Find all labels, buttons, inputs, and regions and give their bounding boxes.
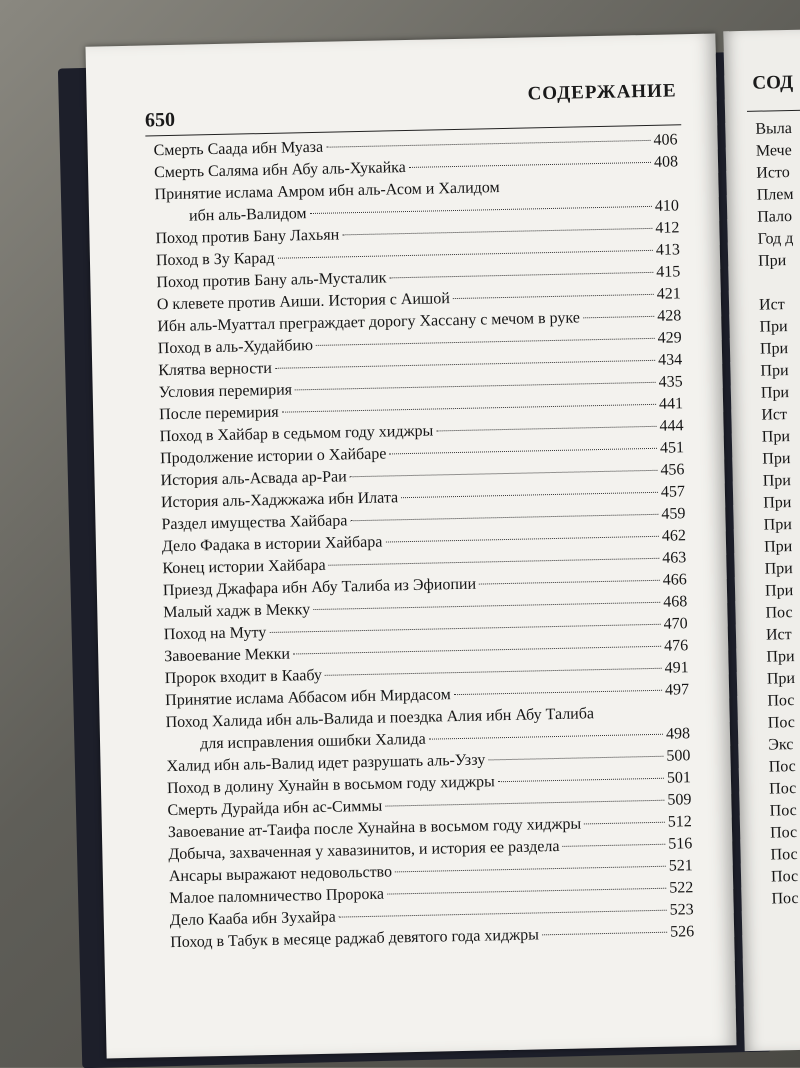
left-page bbox=[85, 34, 736, 1059]
toc-entry-title: Раздел имущества Хайбара bbox=[161, 512, 348, 534]
toc-dot-leader bbox=[293, 646, 661, 655]
toc-dot-leader bbox=[436, 426, 656, 432]
toc-entry-title: Смерть Саляма ибн Абу аль-Хукайка bbox=[153, 159, 406, 182]
toc-entry-page: 470 bbox=[663, 615, 688, 633]
right-page-entry: При bbox=[759, 318, 788, 336]
toc-dot-leader bbox=[275, 360, 655, 369]
toc-entry-title: Дело Фадака в истории Хайбара bbox=[161, 533, 383, 556]
right-page-entry: При bbox=[763, 538, 793, 556]
toc-entry-title: Поход в долину Хунайн в восьмом году хиджры bbox=[166, 773, 495, 798]
right-page-entry bbox=[758, 272, 795, 295]
toc-entry-page: 429 bbox=[657, 329, 682, 347]
toc-dot-leader bbox=[325, 668, 662, 676]
toc-dot-leader bbox=[389, 272, 653, 279]
toc-entry-title: Поход в Зу Карад bbox=[155, 249, 275, 270]
toc-dot-leader bbox=[385, 536, 658, 543]
right-page-entry: Пос bbox=[768, 758, 796, 776]
right-page-entry: Плем bbox=[756, 185, 794, 204]
toc-entry-title: История аль-Асвада ар-Раи bbox=[160, 468, 347, 490]
toc-entry-title: Смерть Саада ибн Муаза bbox=[153, 138, 324, 160]
toc-entry-page: 408 bbox=[653, 153, 679, 171]
toc-dot-leader bbox=[429, 734, 663, 740]
right-page-entry: Ист bbox=[761, 406, 788, 424]
toc-dot-leader bbox=[385, 800, 664, 807]
right-page-entry: При bbox=[766, 670, 796, 688]
toc-entry-title: Клятва верности bbox=[158, 359, 273, 380]
toc-entry-page: 521 bbox=[668, 857, 693, 875]
toc-entry-page: 434 bbox=[657, 351, 683, 369]
toc-dot-leader bbox=[454, 690, 662, 695]
toc-entry-title: Халид ибн аль-Валид идет разрушать аль-Уззу bbox=[166, 751, 486, 776]
toc-dot-leader bbox=[282, 404, 656, 413]
toc-entry-title: Пророк входит в Каабу bbox=[164, 666, 323, 688]
toc-entry-page: 435 bbox=[658, 373, 683, 391]
toc-entry-title: Ибн аль-Муаттал преграждает дорогу Хассану с мечом в руке bbox=[157, 309, 581, 336]
toc-dot-leader bbox=[563, 844, 666, 847]
right-page-entry: Пос bbox=[767, 714, 796, 732]
toc-entry-page: 428 bbox=[657, 307, 682, 325]
toc-entry-title: Завоевание Мекки bbox=[164, 645, 291, 666]
toc-entry-page: 476 bbox=[663, 637, 689, 655]
right-page-entry: При bbox=[759, 340, 789, 358]
toc-entry-title: Поход против Бану Лахьян bbox=[155, 226, 340, 248]
toc-entry-title: Добыча, захваченная у хавазинитов, и история ее раздела bbox=[168, 837, 560, 864]
toc-dot-leader bbox=[310, 206, 652, 214]
right-page-entry: При bbox=[764, 582, 794, 600]
right-page-entry: При bbox=[757, 252, 787, 270]
toc-entry-title: Поход против Бану аль-Мусталик bbox=[156, 269, 387, 292]
toc-entry-title: Ансары выражают недовольство bbox=[168, 863, 393, 886]
toc-entry-title: После перемирия bbox=[159, 403, 279, 424]
toc-entry-title: для исправления ошибки Халида bbox=[199, 730, 426, 753]
toc-entry-page: 522 bbox=[669, 879, 694, 897]
toc-entry-page: 500 bbox=[666, 747, 691, 765]
toc-entry-page: 415 bbox=[656, 263, 681, 281]
toc-dot-leader bbox=[295, 382, 656, 391]
toc-entry-page: 410 bbox=[654, 197, 680, 215]
right-page-entry: Ист bbox=[765, 626, 792, 644]
toc-dot-leader bbox=[542, 932, 667, 936]
toc-entry-page: 444 bbox=[659, 417, 684, 435]
toc-entry-title: ибн аль-Валидом bbox=[188, 205, 307, 225]
toc-dot-leader bbox=[269, 624, 660, 633]
toc-dot-leader bbox=[326, 140, 650, 148]
right-page-entry: При bbox=[762, 450, 791, 468]
toc-entry-title: Конец истории Хайбара bbox=[162, 556, 326, 578]
toc-entry-title: Поход Халида ибн аль-Валида и поездка Алия ибн Абу Талиба bbox=[165, 705, 595, 732]
right-page-entry: Пос bbox=[769, 780, 797, 798]
toc-entry-page: 466 bbox=[662, 571, 687, 589]
toc-dot-leader bbox=[498, 778, 664, 782]
right-running-header: СОД bbox=[752, 71, 794, 94]
toc-entry-title: Поход в аль-Худайбию bbox=[157, 337, 314, 358]
right-page-entry: Год д bbox=[757, 229, 794, 248]
toc-entry-page: 451 bbox=[659, 439, 685, 457]
right-page-entry: Мече bbox=[755, 141, 792, 160]
toc-entry-page: 516 bbox=[668, 835, 693, 853]
right-page-entries bbox=[755, 118, 800, 911]
toc-dot-leader bbox=[401, 492, 658, 498]
table-of-contents bbox=[153, 129, 694, 954]
toc-entry-page: 413 bbox=[655, 241, 681, 259]
toc-dot-leader bbox=[584, 822, 665, 825]
toc-entry-page: 509 bbox=[667, 791, 692, 809]
toc-entry-page: 421 bbox=[656, 285, 681, 303]
toc-entry-page: 526 bbox=[669, 923, 695, 941]
right-page-entry: Пос bbox=[770, 845, 798, 864]
right-page-entry: Исто bbox=[756, 164, 790, 182]
toc-entry-title: История аль-Хаджжажа ибн Илата bbox=[160, 489, 399, 512]
right-page-entry: Пало bbox=[757, 207, 793, 226]
toc-entry-page: 497 bbox=[664, 681, 690, 699]
right-page-entry: Пос bbox=[769, 823, 798, 842]
right-page-entry: При bbox=[766, 648, 795, 666]
right-page-entry: При bbox=[763, 516, 792, 534]
toc-entry-page: 459 bbox=[661, 505, 686, 523]
toc-entry-title: Приезд Джафара ибн Абу Талиба из Эфиопии bbox=[162, 575, 477, 600]
toc-dot-leader bbox=[389, 448, 657, 455]
page-number: 650 bbox=[144, 108, 176, 132]
toc-entry-page: 498 bbox=[665, 725, 691, 743]
right-page-entry: Пос bbox=[767, 692, 795, 710]
toc-dot-leader bbox=[329, 558, 660, 566]
right-page-entry: Пос bbox=[769, 802, 797, 820]
toc-entry-page: 512 bbox=[667, 813, 693, 831]
toc-dot-leader bbox=[479, 580, 660, 585]
right-page-entry: Пос bbox=[770, 867, 799, 886]
toc-dot-leader bbox=[395, 866, 666, 873]
running-header-title: СОДЕРЖАНИЕ bbox=[527, 80, 677, 105]
right-page-entry: При bbox=[762, 472, 792, 490]
right-header-rule bbox=[747, 109, 800, 112]
toc-entry-page: 468 bbox=[663, 593, 688, 611]
toc-dot-leader bbox=[339, 910, 667, 918]
right-page-entry: Пос bbox=[771, 889, 799, 908]
toc-entry-page: 412 bbox=[655, 219, 680, 237]
toc-entry-title: Принятие ислама Аббасом ибн Мирдасом bbox=[165, 686, 451, 710]
toc-entry-title: Условия перемирия bbox=[158, 381, 293, 402]
toc-dot-leader bbox=[387, 888, 666, 895]
toc-entry-title: Малое паломничество Пророка bbox=[169, 885, 385, 908]
right-page-entry: При bbox=[764, 560, 793, 578]
toc-entry-title: Завоевание ат-Таифа после Хунайна в восьмом году хиджры bbox=[167, 815, 582, 842]
toc-entry-page: 406 bbox=[653, 131, 678, 149]
toc-dot-leader bbox=[278, 250, 653, 259]
toc-dot-leader bbox=[488, 756, 663, 761]
toc-dot-leader bbox=[583, 316, 654, 318]
toc-entry-title: Поход в Хайбар в седьмом году хиджры bbox=[159, 422, 434, 446]
right-page-entry: Выла bbox=[755, 119, 793, 138]
toc-entry-page: 441 bbox=[658, 395, 684, 413]
toc-entry-title: Принятие ислама Амром ибн аль-Асом и Халидом bbox=[154, 179, 500, 204]
right-page-entry: При bbox=[760, 384, 790, 402]
toc-entry-title: О клевете против Аиши. История с Аишой bbox=[156, 290, 451, 314]
toc-entry-page: 501 bbox=[666, 769, 692, 787]
toc-dot-leader bbox=[409, 162, 651, 168]
toc-dot-leader bbox=[316, 338, 655, 346]
toc-entry-page: 462 bbox=[661, 527, 687, 545]
toc-dot-leader bbox=[453, 294, 654, 299]
toc-entry-page: 491 bbox=[664, 659, 689, 677]
toc-dot-leader bbox=[350, 514, 658, 521]
toc-dot-leader bbox=[350, 470, 658, 477]
right-page-entry: Пос bbox=[765, 604, 793, 622]
right-page-entry: При bbox=[763, 494, 792, 512]
toc-entry-page: 523 bbox=[669, 901, 694, 919]
toc-dot-leader bbox=[342, 228, 652, 235]
toc-entry-title: Продолжение истории о Хайбаре bbox=[159, 445, 387, 468]
right-page-entry: При bbox=[760, 362, 789, 380]
toc-entry-title: Поход в Табук в месяце раджаб девятого года хиджры bbox=[170, 926, 540, 952]
right-page-entry: При bbox=[761, 428, 791, 446]
toc-entry-title: Поход на Муту bbox=[163, 624, 267, 644]
toc-entry-title: Дело Кааба ибн Зухайра bbox=[169, 908, 336, 930]
toc-entry-page: 457 bbox=[660, 483, 686, 501]
toc-dot-leader bbox=[313, 602, 660, 610]
right-page-entry: Экс bbox=[768, 736, 794, 754]
toc-entry-title: Смерть Дурайда ибн ас-Симмы bbox=[167, 797, 383, 820]
right-page-entry: Ист bbox=[758, 296, 785, 314]
toc-entry-title: Малый хадж в Мекку bbox=[163, 601, 311, 622]
toc-entry-page: 456 bbox=[660, 461, 685, 479]
toc-entry-page: 463 bbox=[662, 549, 687, 567]
